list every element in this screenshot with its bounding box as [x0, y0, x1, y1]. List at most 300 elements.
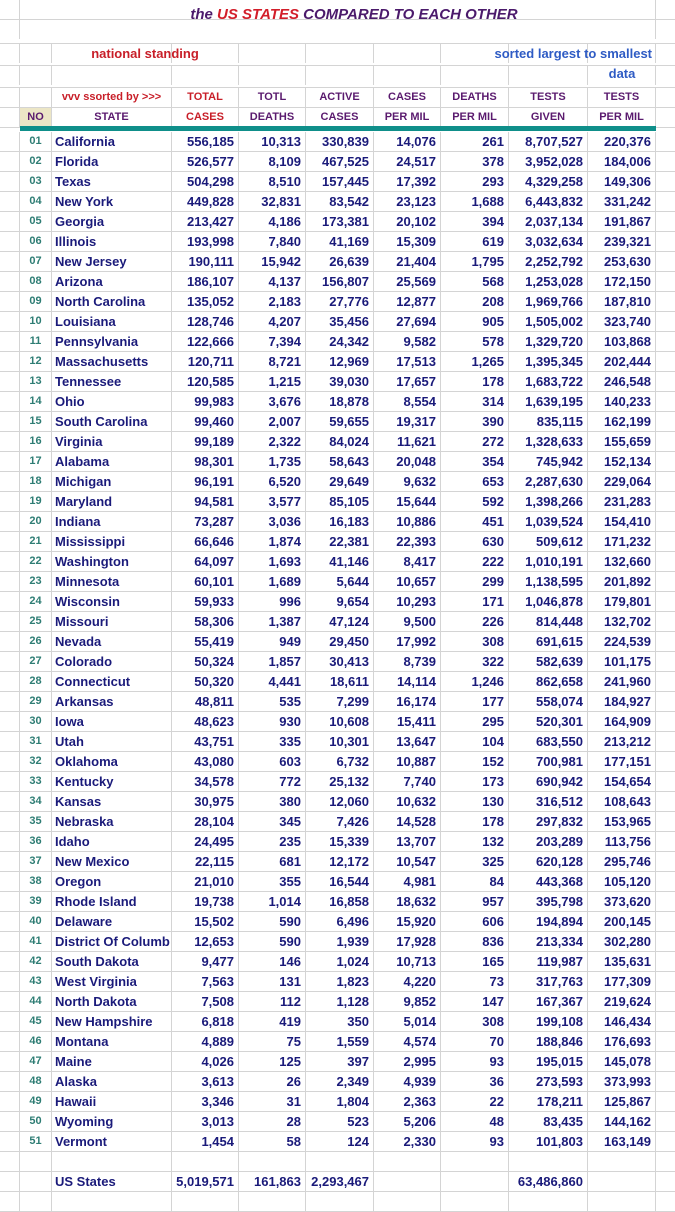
active-cases: 1,823: [306, 972, 374, 991]
grid-cell: [656, 952, 675, 971]
header-no: NO: [20, 108, 52, 127]
total-cases: 66,646: [172, 532, 239, 551]
active-cases: 7,299: [306, 692, 374, 711]
row-number: 48: [20, 1072, 52, 1091]
total-deaths: 32,831: [239, 192, 306, 211]
deaths-per-mil: 378: [441, 152, 509, 171]
deaths-per-mil: 178: [441, 812, 509, 831]
header-deaths: DEATHS: [441, 88, 509, 107]
cases-per-mil: 4,939: [374, 1072, 441, 1091]
cases-per-mil: 17,992: [374, 632, 441, 651]
table-row: [0, 152, 675, 172]
deaths-per-mil: 130: [441, 792, 509, 811]
state-name: Alaska: [52, 1072, 172, 1091]
state-name: Illinois: [52, 232, 172, 251]
cases-per-mil: 17,657: [374, 372, 441, 391]
tests-per-mil: 231,283: [588, 492, 656, 511]
cases-per-mil: 14,076: [374, 132, 441, 151]
table-row: [0, 692, 675, 712]
grid-cell: [656, 108, 675, 127]
deaths-per-mil: 957: [441, 892, 509, 911]
total-cases: 19,738: [172, 892, 239, 911]
row-number: 25: [20, 612, 52, 631]
cases-per-mil: 15,309: [374, 232, 441, 251]
tests-per-mil: 177,151: [588, 752, 656, 771]
total-cases: 556,185: [172, 132, 239, 151]
total-cases: 3,013: [172, 1112, 239, 1131]
grid-cell: [0, 412, 20, 431]
total-cases: 4,026: [172, 1052, 239, 1071]
active-cases: 26,639: [306, 252, 374, 271]
deaths-per-mil: 394: [441, 212, 509, 231]
state-name: Maryland: [52, 492, 172, 511]
grid-cell: [0, 292, 20, 311]
grid-cell: [656, 152, 675, 171]
grid-cell: [239, 66, 306, 85]
tests-per-mil: 135,631: [588, 952, 656, 971]
active-cases: 523: [306, 1112, 374, 1131]
cases-per-mil: 13,647: [374, 732, 441, 751]
total-deaths: 1,693: [239, 552, 306, 571]
active-cases: 29,649: [306, 472, 374, 491]
tests-per-mil: 164,909: [588, 712, 656, 731]
grid-cell: [656, 832, 675, 851]
total-deaths: 235: [239, 832, 306, 851]
grid-cell: [441, 1172, 509, 1191]
cases-per-mil: 21,404: [374, 252, 441, 271]
grid-cell: [0, 652, 20, 671]
grid-cell: [0, 972, 20, 991]
deaths-per-mil: 70: [441, 1032, 509, 1051]
tests-given: 195,015: [509, 1052, 588, 1071]
table-row: [0, 412, 675, 432]
total-cases: 34,578: [172, 772, 239, 791]
header-divider-bar: [20, 126, 656, 131]
totals-label: US States: [52, 1172, 172, 1191]
active-cases: 6,496: [306, 912, 374, 931]
state-name: Washington: [52, 552, 172, 571]
title-highlight: US STATES: [217, 6, 299, 23]
total-cases: 9,477: [172, 952, 239, 971]
table-row: [0, 932, 675, 952]
active-cases: 330,839: [306, 132, 374, 151]
table-row: [0, 1132, 675, 1152]
grid-cell: [656, 512, 675, 531]
active-cases: 47,124: [306, 612, 374, 631]
grid-cell: [0, 952, 20, 971]
grid-cell: [588, 1172, 656, 1191]
grid-cell: [0, 1012, 20, 1031]
row-number: 14: [20, 392, 52, 411]
table-row: [0, 872, 675, 892]
total-deaths: 1,735: [239, 452, 306, 471]
row-number: 39: [20, 892, 52, 911]
grid-cell: [0, 1152, 20, 1171]
tests-per-mil: 140,233: [588, 392, 656, 411]
grid-cell: [0, 232, 20, 251]
active-cases: 12,969: [306, 352, 374, 371]
grid-cell: [656, 652, 675, 671]
deaths-per-mil: 568: [441, 272, 509, 291]
active-cases: 12,060: [306, 792, 374, 811]
table-row: [0, 1092, 675, 1112]
state-name: Mississippi: [52, 532, 172, 551]
total-deaths: 7,394: [239, 332, 306, 351]
row-number: 35: [20, 812, 52, 831]
active-cases: 2,349: [306, 1072, 374, 1091]
deaths-per-mil: 178: [441, 372, 509, 391]
row-number: 01: [20, 132, 52, 151]
tests-given: 3,032,634: [509, 232, 588, 251]
total-deaths: 3,577: [239, 492, 306, 511]
deaths-per-mil: 619: [441, 232, 509, 251]
grid-cell: [0, 1132, 20, 1151]
total-deaths: 4,186: [239, 212, 306, 231]
total-deaths: 2,007: [239, 412, 306, 431]
cases-per-mil: 22,393: [374, 532, 441, 551]
active-cases: 467,525: [306, 152, 374, 171]
total-deaths: 996: [239, 592, 306, 611]
header-deaths-per-mil: PER MIL: [441, 108, 509, 127]
grid-cell: [0, 672, 20, 691]
tests-per-mil: 219,624: [588, 992, 656, 1011]
state-name: Oklahoma: [52, 752, 172, 771]
grid-cell: [20, 1152, 52, 1171]
cases-per-mil: 15,411: [374, 712, 441, 731]
tests-per-mil: 179,801: [588, 592, 656, 611]
cases-per-mil: 9,500: [374, 612, 441, 631]
table-row: [0, 332, 675, 352]
row-number: 28: [20, 672, 52, 691]
table-row: [0, 252, 675, 272]
total-deaths: 4,137: [239, 272, 306, 291]
header-tests: TESTS: [509, 88, 588, 107]
total-deaths: 1,857: [239, 652, 306, 671]
grid-cell: [374, 66, 441, 85]
active-cases: 157,445: [306, 172, 374, 191]
row-number: 27: [20, 652, 52, 671]
grid-cell: [0, 812, 20, 831]
tests-given: 520,301: [509, 712, 588, 731]
row-number: 41: [20, 932, 52, 951]
deaths-per-mil: 93: [441, 1052, 509, 1071]
subtitle-national-standing: national standing: [91, 46, 199, 61]
cases-per-mil: 8,739: [374, 652, 441, 671]
row-number: 30: [20, 712, 52, 731]
deaths-per-mil: 22: [441, 1092, 509, 1111]
cases-per-mil: 8,554: [374, 392, 441, 411]
tests-given: 745,942: [509, 452, 588, 471]
table-row: [0, 812, 675, 832]
grid-cell: [306, 66, 374, 85]
table-row: [0, 772, 675, 792]
grid-cell: [656, 572, 675, 591]
header-cases-per-mil: PER MIL: [374, 108, 441, 127]
grid-cell: [656, 992, 675, 1011]
deaths-per-mil: 905: [441, 312, 509, 331]
total-deaths: 345: [239, 812, 306, 831]
state-name: Ohio: [52, 392, 172, 411]
table-row: [0, 192, 675, 212]
row-number: 44: [20, 992, 52, 1011]
deaths-per-mil: 261: [441, 132, 509, 151]
grid-cell: [0, 872, 20, 891]
state-name: Florida: [52, 152, 172, 171]
grid-cell: [20, 66, 52, 85]
grid-cell: [0, 552, 20, 571]
state-name: Oregon: [52, 872, 172, 891]
row-number: 02: [20, 152, 52, 171]
table-row: [0, 832, 675, 852]
grid-cell: [0, 372, 20, 391]
row-number: 26: [20, 632, 52, 651]
table-row: [0, 612, 675, 632]
state-name: Montana: [52, 1032, 172, 1051]
grid-cell: [0, 272, 20, 291]
deaths-per-mil: 1,246: [441, 672, 509, 691]
total-cases: 99,460: [172, 412, 239, 431]
grid-cell: [172, 1192, 239, 1211]
total-cases: 7,563: [172, 972, 239, 991]
active-cases: 16,858: [306, 892, 374, 911]
total-deaths: 590: [239, 912, 306, 931]
header-row-bottom: [0, 108, 675, 128]
active-cases: 10,301: [306, 732, 374, 751]
deaths-per-mil: 836: [441, 932, 509, 951]
cases-per-mil: 5,014: [374, 1012, 441, 1031]
tests-per-mil: 239,321: [588, 232, 656, 251]
grid-cell: [656, 752, 675, 771]
tests-given: 6,443,832: [509, 192, 588, 211]
state-name: West Virginia: [52, 972, 172, 991]
cases-per-mil: 10,547: [374, 852, 441, 871]
grid-cell: [656, 892, 675, 911]
tests-per-mil: 176,693: [588, 1032, 656, 1051]
row-number: 10: [20, 312, 52, 331]
cases-per-mil: 17,392: [374, 172, 441, 191]
active-cases: 16,544: [306, 872, 374, 891]
table-row: [0, 272, 675, 292]
tests-given: 1,138,595: [509, 572, 588, 591]
tests-per-mil: 202,444: [588, 352, 656, 371]
grid-cell: [306, 1152, 374, 1171]
total-cases: 99,983: [172, 392, 239, 411]
grid-cell: [656, 232, 675, 251]
tests-given: 1,046,878: [509, 592, 588, 611]
cases-per-mil: 14,114: [374, 672, 441, 691]
total-deaths: 1,689: [239, 572, 306, 591]
tests-given: 2,252,792: [509, 252, 588, 271]
total-cases: 60,101: [172, 572, 239, 591]
active-cases: 9,654: [306, 592, 374, 611]
active-cases: 1,024: [306, 952, 374, 971]
grid-cell: [0, 732, 20, 751]
grid-cell: [0, 212, 20, 231]
grid-cell: [656, 412, 675, 431]
total-cases: 55,419: [172, 632, 239, 651]
grid-cell: [656, 1072, 675, 1091]
grid-cell: [656, 1152, 675, 1171]
tests-per-mil: 145,078: [588, 1052, 656, 1071]
total-deaths: 380: [239, 792, 306, 811]
tests-given: 188,846: [509, 1032, 588, 1051]
deaths-per-mil: 165: [441, 952, 509, 971]
table-row: [0, 792, 675, 812]
cases-per-mil: 15,920: [374, 912, 441, 931]
grid-cell: [656, 592, 675, 611]
header-deaths: DEATHS: [239, 108, 306, 127]
state-name: Louisiana: [52, 312, 172, 331]
row-number: 43: [20, 972, 52, 991]
tests-per-mil: 103,868: [588, 332, 656, 351]
row-number: 06: [20, 232, 52, 251]
row-number: 21: [20, 532, 52, 551]
active-cases: 18,611: [306, 672, 374, 691]
tests-given: 178,211: [509, 1092, 588, 1111]
tests-per-mil: 108,643: [588, 792, 656, 811]
cases-per-mil: 16,174: [374, 692, 441, 711]
total-cases: 64,097: [172, 552, 239, 571]
table-row: [0, 232, 675, 252]
cases-per-mil: 19,317: [374, 412, 441, 431]
total-deaths: 2,183: [239, 292, 306, 311]
state-name: Tennessee: [52, 372, 172, 391]
active-cases: 27,776: [306, 292, 374, 311]
active-cases: 83,542: [306, 192, 374, 211]
state-name: Iowa: [52, 712, 172, 731]
total-cases: 1,454: [172, 1132, 239, 1151]
row-number: 47: [20, 1052, 52, 1071]
tests-given: 101,803: [509, 1132, 588, 1151]
deaths-per-mil: 325: [441, 852, 509, 871]
title-suffix: COMPARED TO EACH OTHER: [303, 6, 518, 23]
active-cases: 5,644: [306, 572, 374, 591]
totals-active: 2,293,467: [306, 1172, 374, 1191]
table-row: [0, 312, 675, 332]
total-cases: 12,653: [172, 932, 239, 951]
active-cases: 84,024: [306, 432, 374, 451]
row-number: 37: [20, 852, 52, 871]
tests-given: 443,368: [509, 872, 588, 891]
deaths-per-mil: 226: [441, 612, 509, 631]
active-cases: 25,132: [306, 772, 374, 791]
grid-row: [0, 1152, 675, 1172]
total-cases: 43,751: [172, 732, 239, 751]
state-name: Colorado: [52, 652, 172, 671]
cases-per-mil: 17,928: [374, 932, 441, 951]
total-deaths: 1,014: [239, 892, 306, 911]
grid-cell: [0, 152, 20, 171]
table-row: [0, 1052, 675, 1072]
grid-cell: [306, 44, 374, 63]
deaths-per-mil: 152: [441, 752, 509, 771]
deaths-per-mil: 173: [441, 772, 509, 791]
total-cases: 186,107: [172, 272, 239, 291]
total-deaths: 28: [239, 1112, 306, 1131]
deaths-per-mil: 630: [441, 532, 509, 551]
grid-cell: [656, 332, 675, 351]
grid-cell: [0, 932, 20, 951]
cases-per-mil: 13,707: [374, 832, 441, 851]
deaths-per-mil: 606: [441, 912, 509, 931]
tests-per-mil: 253,630: [588, 252, 656, 271]
active-cases: 59,655: [306, 412, 374, 431]
tests-per-mil: 331,242: [588, 192, 656, 211]
row-number: 46: [20, 1032, 52, 1051]
total-cases: 3,346: [172, 1092, 239, 1111]
table-row: [0, 212, 675, 232]
row-number: 40: [20, 912, 52, 931]
total-cases: 7,508: [172, 992, 239, 1011]
grid-cell: [656, 392, 675, 411]
active-cases: 350: [306, 1012, 374, 1031]
row-number: 50: [20, 1112, 52, 1131]
total-cases: 50,320: [172, 672, 239, 691]
grid-cell: [656, 1192, 675, 1211]
total-cases: 98,301: [172, 452, 239, 471]
grid-cell: [656, 1012, 675, 1031]
grid-cell: [0, 512, 20, 531]
cases-per-mil: 12,877: [374, 292, 441, 311]
tests-given: 199,108: [509, 1012, 588, 1031]
deaths-per-mil: 208: [441, 292, 509, 311]
grid-cell: [239, 1152, 306, 1171]
tests-given: 317,763: [509, 972, 588, 991]
grid-cell: [656, 1132, 675, 1151]
cases-per-mil: 2,995: [374, 1052, 441, 1071]
grid-cell: [509, 1152, 588, 1171]
table-row: [0, 632, 675, 652]
grid-cell: [0, 192, 20, 211]
grid-cell: [0, 132, 20, 151]
tests-given: 213,334: [509, 932, 588, 951]
grid-cell: [20, 1172, 52, 1191]
table-row: [0, 892, 675, 912]
state-name: Arizona: [52, 272, 172, 291]
grid-cell: [0, 712, 20, 731]
grid-cell: [0, 792, 20, 811]
deaths-per-mil: 36: [441, 1072, 509, 1091]
cases-per-mil: 10,713: [374, 952, 441, 971]
title-prefix: the: [190, 6, 213, 23]
total-deaths: 355: [239, 872, 306, 891]
grid-cell: [52, 66, 172, 85]
deaths-per-mil: 390: [441, 412, 509, 431]
row-number: 31: [20, 732, 52, 751]
row-number: 15: [20, 412, 52, 431]
total-deaths: 10,313: [239, 132, 306, 151]
cases-per-mil: 4,220: [374, 972, 441, 991]
cases-per-mil: 2,330: [374, 1132, 441, 1151]
state-name: District Of Columb: [52, 932, 172, 951]
tests-given: 862,658: [509, 672, 588, 691]
total-deaths: 1,387: [239, 612, 306, 631]
table-row: [0, 472, 675, 492]
tests-given: 558,074: [509, 692, 588, 711]
active-cases: 1,128: [306, 992, 374, 1011]
grid-row: [0, 66, 675, 88]
tests-per-mil: 241,960: [588, 672, 656, 691]
cases-per-mil: 4,574: [374, 1032, 441, 1051]
total-cases: 99,189: [172, 432, 239, 451]
header-cases: CASES: [172, 108, 239, 127]
active-cases: 1,939: [306, 932, 374, 951]
tests-given: 620,128: [509, 852, 588, 871]
deaths-per-mil: 48: [441, 1112, 509, 1131]
grid-cell: [172, 66, 239, 85]
tests-per-mil: 201,892: [588, 572, 656, 591]
header-active: ACTIVE: [306, 88, 374, 107]
